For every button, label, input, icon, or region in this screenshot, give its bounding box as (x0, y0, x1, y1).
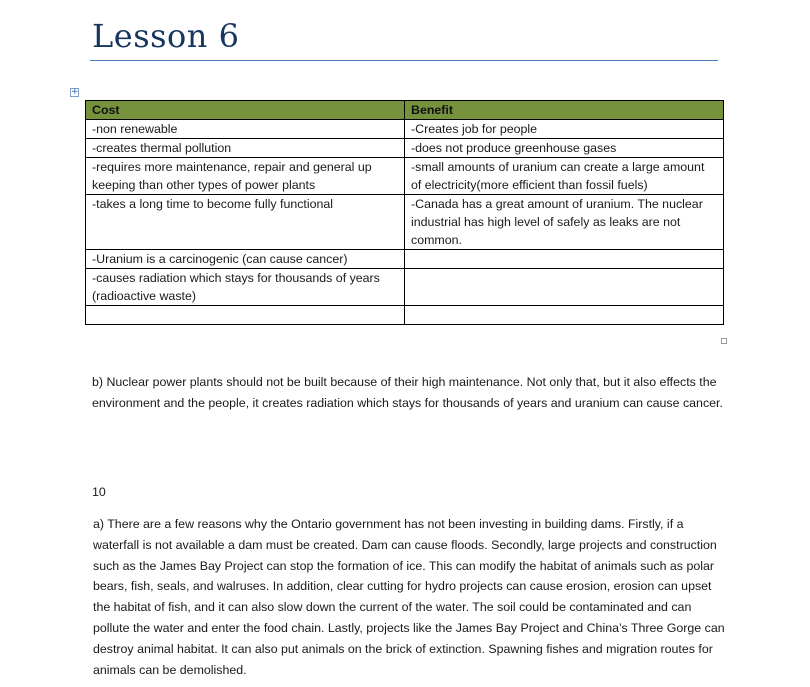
header-benefit[interactable]: Benefit (405, 101, 724, 120)
table-row (86, 269, 724, 306)
table-row (86, 195, 724, 250)
table-row (86, 250, 724, 269)
question-number[interactable]: 10 (92, 485, 106, 499)
table-resize-handle[interactable] (721, 338, 727, 344)
cost-cell[interactable] (86, 306, 405, 325)
cost-cell[interactable]: -causes radiation which stays for thousands of years (radioactive waste) (86, 269, 405, 306)
cost-cell[interactable]: -non renewable (86, 120, 405, 139)
cost-benefit-table (85, 100, 724, 325)
table-header-row (86, 101, 724, 120)
benefit-cell[interactable]: -Creates job for people (405, 120, 724, 139)
benefit-cell[interactable] (405, 269, 724, 306)
benefit-cell[interactable]: -small amounts of uranium can create a large amount of electricity(more efficient than fossil fuels) (405, 158, 724, 195)
title-underline (90, 60, 718, 61)
table-row (86, 158, 724, 195)
cost-cell[interactable]: -takes a long time to become fully functional (86, 195, 405, 250)
cost-cell[interactable]: -creates thermal pollution (86, 139, 405, 158)
page-title: Lesson 6 (92, 17, 240, 55)
table-row (86, 120, 724, 139)
benefit-cell[interactable] (405, 250, 724, 269)
cost-cell[interactable]: -Uranium is a carcinogenic (can cause cancer) (86, 250, 405, 269)
paragraph-a[interactable]: a) There are a few reasons why the Ontario government has not been investing in building dams. Firstly, if a waterfall is not available a dam must be created. Dam can cause floods. Secondly, large projects and construction such as the James Bay Project can stop the formation of ice. This can modify the habitat of animals such as polar bears, fish, seals, and walruses. In addition, clear cutting for hydro projects can cause erosion, erosion can upset the habitat of fish, and it can also slow down the current of the water. The soil could be contaminated and can pollute the water and enter the food chain. Lastly, projects like the James Bay Project and China’s Three Gorge can destroy animal habitat. It can also put animals on the brick of extinction. Spawning fishes and migration routes for animals can be demolished. (93, 517, 725, 677)
table-row (86, 139, 724, 158)
benefit-cell[interactable]: -Canada has a great amount of uranium. The nuclear industrial has high level of safely as leaks are not common. (405, 195, 724, 250)
benefit-cell[interactable]: -does not produce greenhouse gases (405, 139, 724, 158)
table-move-handle-icon[interactable]: + (71, 87, 79, 97)
table-row (86, 306, 724, 325)
benefit-cell[interactable] (405, 306, 724, 325)
paragraph-b[interactable]: b) Nuclear power plants should not be built because of their high maintenance. Not only that, but it also effects the environment and the people, it creates radiation which stays for thousands of years and uranium can cause cancer. (92, 375, 723, 410)
cost-cell[interactable]: -requires more maintenance, repair and general up keeping than other types of power plants (86, 158, 405, 195)
header-cost[interactable]: Cost (86, 101, 405, 120)
